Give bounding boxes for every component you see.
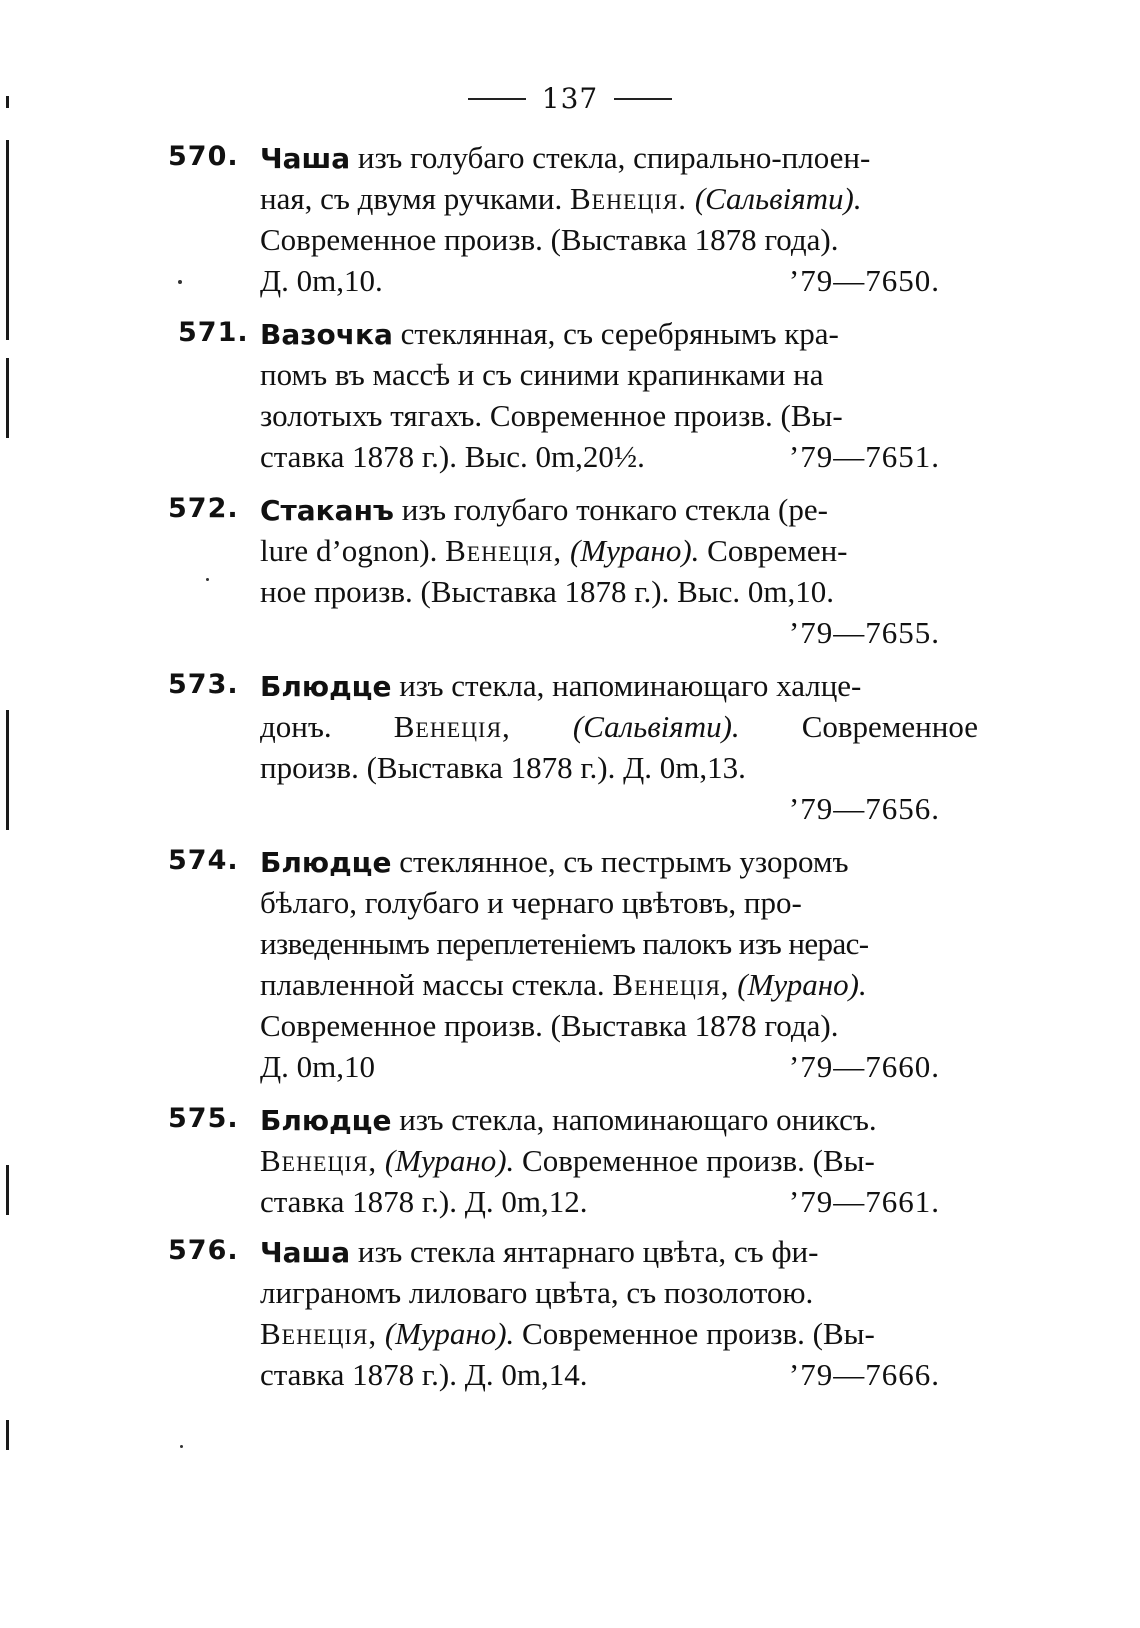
entry-text: золотыхъ тягахъ. Современное произв. (Вы-	[260, 398, 843, 433]
entry-line	[260, 395, 978, 436]
entry-title: Вазочка	[260, 318, 393, 351]
page-header	[0, 82, 1140, 115]
entry-catalog-ref: ’79—7650.	[788, 263, 940, 298]
entry-text: произв. (Выставка 1878 г.). Д. 0m,13.	[260, 750, 746, 785]
entry-line	[260, 489, 978, 531]
entry-number: 575.	[168, 1103, 239, 1134]
entry-text: Современ-	[707, 533, 848, 568]
entry-line	[260, 1272, 978, 1313]
entry-text: бѣлаго, голубаго и чернаго цвѣтовъ, про-	[260, 885, 802, 920]
entry-city: Венеція,	[260, 1143, 378, 1178]
entry-number: 576.	[168, 1235, 239, 1266]
entry-line	[260, 1005, 978, 1046]
left-binding-edge	[0, 0, 16, 1628]
entry-text: ставка 1878 г.). Д. 0m,14.	[260, 1357, 588, 1392]
entry-text: Современное произв. (Выставка 1878 года).	[260, 222, 839, 257]
entry-title: Чаша	[260, 142, 351, 175]
entry-city: Венеція.	[569, 181, 688, 216]
entry-city: Венеція,	[393, 709, 511, 744]
entry-maker: (Мурано).	[569, 533, 700, 568]
entry-number: 572.	[168, 493, 239, 524]
entry-catalog-ref: ’79—7666.	[788, 1357, 940, 1392]
entry-title: Блюдце	[260, 846, 392, 879]
entry-line	[260, 923, 978, 964]
entry-text: Современное произв. (Вы-	[522, 1143, 875, 1178]
entry-number: 574.	[168, 845, 239, 876]
entry-title: Блюдце	[260, 670, 392, 703]
entry-text: изъ стекла, напоминающаго ониксъ.	[399, 1102, 877, 1137]
entry-text: lure d’ognon).	[260, 533, 438, 568]
page-number: 137	[541, 82, 599, 115]
entry-text: изъ голубаго стекла, спирально-плоен-	[357, 140, 871, 175]
entry-maker: (Сальвіяти).	[694, 181, 862, 216]
entry-title: Чаша	[260, 1236, 351, 1269]
entry-line	[260, 436, 978, 477]
entry-text: помъ въ массѣ и съ синими крапинками на	[260, 357, 824, 392]
entry-line	[260, 178, 978, 219]
entry-city: Венеція,	[260, 1316, 378, 1351]
entry-catalog-ref: ’79—7661.	[788, 1184, 940, 1219]
entry-catalog-ref: ’79—7655.	[788, 615, 940, 650]
entry-line	[260, 612, 978, 653]
entry-city: Венеція,	[445, 533, 563, 568]
entry-line	[260, 530, 978, 571]
entry-text: стеклянная, съ серебрянымъ кра-	[400, 316, 839, 351]
entry-city: Венеція,	[612, 967, 730, 1002]
entry-text: ставка 1878 г.). Д. 0m,12.	[260, 1184, 588, 1219]
entry-text: плавленной массы стекла.	[260, 967, 605, 1002]
entry-line	[260, 571, 978, 612]
entry-catalog-ref: ’79—7651.	[788, 439, 940, 474]
entry-line	[260, 1046, 978, 1087]
entry-text: Современное произв. (Вы-	[522, 1316, 875, 1351]
entry-line	[260, 747, 978, 788]
entry-text: изъ стекла янтарнаго цвѣта, съ фи-	[357, 1234, 819, 1269]
entry-line	[260, 788, 978, 829]
entry-text: изъ стекла, напоминающаго халце-	[399, 668, 862, 703]
entry-maker: (Сальвіяти).	[572, 709, 740, 744]
entry-line	[260, 1099, 978, 1141]
entry-line	[260, 841, 978, 883]
header-rule-right	[614, 98, 672, 100]
entry-line	[260, 137, 978, 179]
entry-size: Д. 0m,10.	[260, 263, 383, 298]
entry-text: ное произв. (Выставка 1878 г.). Выс. 0m,10.	[260, 574, 834, 609]
entry-text: Современное	[801, 709, 978, 744]
entry-catalog-ref: ’79—7660.	[788, 1049, 940, 1084]
print-speck	[178, 280, 182, 284]
entry-text: изведеннымъ переплетеніемъ палокъ изъ нерас-	[260, 926, 869, 961]
entry-text: изъ голубаго тонкаго стекла (pe-	[401, 492, 828, 527]
entry-line	[260, 1231, 978, 1273]
entry-text: Современное произв. (Выставка 1878 года).	[260, 1008, 839, 1043]
entry-text: донъ.	[260, 709, 332, 744]
entry-line	[260, 260, 978, 301]
entry-number: 573.	[168, 669, 239, 700]
entry-text: лиграномъ лиловаго цвѣта, съ позолотою.	[260, 1275, 814, 1310]
header-rule-left	[468, 98, 526, 100]
entry-catalog-ref: ’79—7656.	[788, 791, 940, 826]
entry-line	[260, 1140, 978, 1181]
entry-title: Блюдце	[260, 1104, 392, 1137]
entry-line	[260, 665, 978, 707]
entry-title: Стаканъ	[260, 494, 394, 527]
entry-size: Д. 0m,10	[260, 1049, 376, 1084]
entry-line	[260, 1354, 978, 1395]
entry-line	[260, 1181, 978, 1222]
entry-line	[260, 964, 978, 1005]
entry-line	[260, 313, 978, 355]
entry-number: 570.	[168, 141, 239, 172]
entry-number: 571.	[178, 317, 249, 348]
entry-text: ставка 1878 г.). Выс. 0m,20½.	[260, 439, 645, 474]
entry-maker: (Мурано).	[384, 1143, 515, 1178]
entry-line	[260, 706, 978, 747]
entry-maker: (Мурано).	[384, 1316, 515, 1351]
entry-line	[260, 354, 978, 395]
print-speck	[206, 578, 209, 581]
entry-text: ная, съ двумя ручками.	[260, 181, 563, 216]
print-speck	[180, 1445, 183, 1448]
entry-line	[260, 219, 978, 260]
entry-maker: (Мурано).	[737, 967, 867, 1002]
entry-line	[260, 882, 978, 923]
entry-text: стеклянное, съ пестрымъ узоромъ	[399, 844, 849, 879]
entry-line	[260, 1313, 978, 1354]
